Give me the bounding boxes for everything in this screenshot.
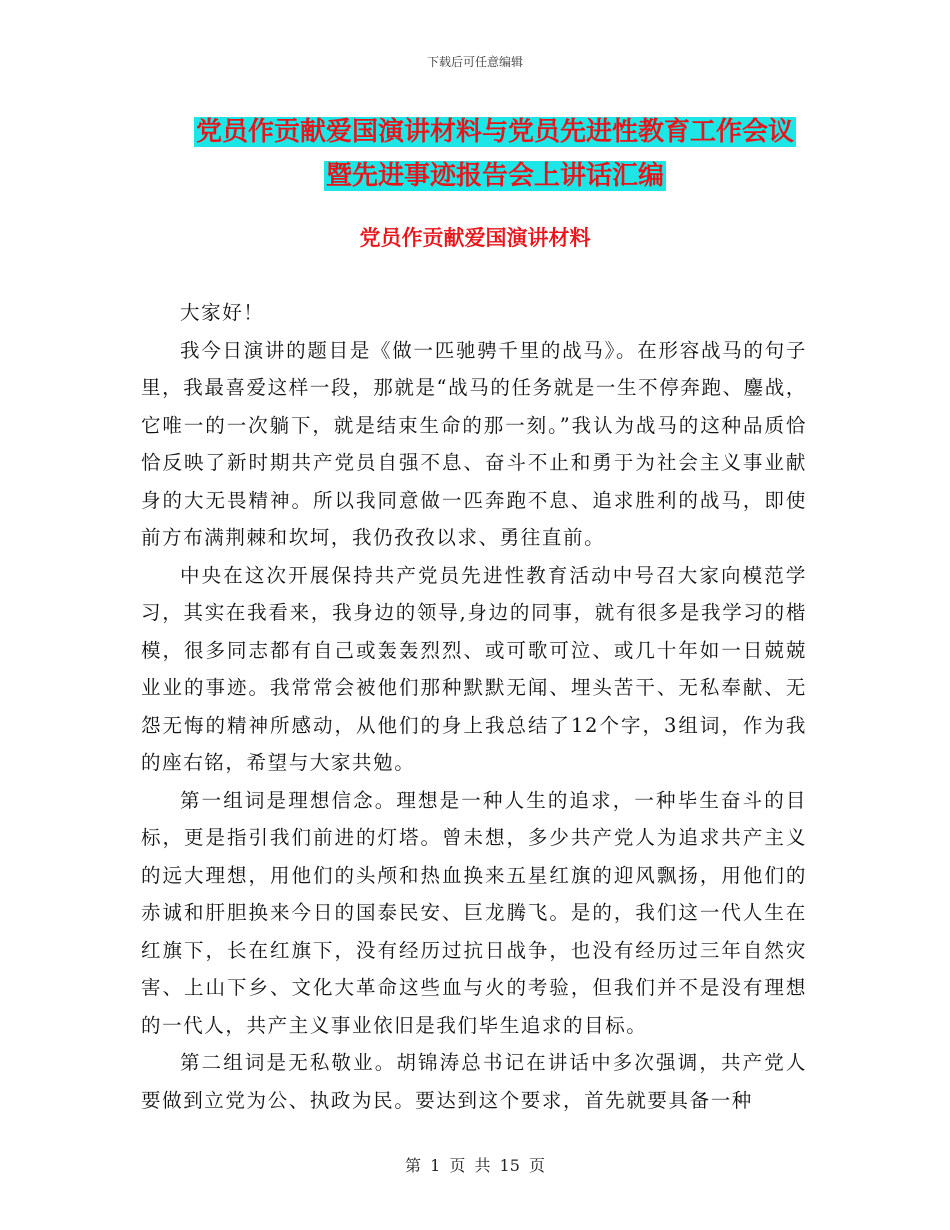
- speech-body: [141, 294, 807, 1119]
- section-title: 党员作贡献爱国演讲材料: [359, 226, 591, 250]
- paragraph: 中央在这次开展保持共产党员先进性教育活动中号召大家向模范学习，其实在我看来，我身边的领导,身边的同事，就有很多是我学习的楷模，很多同志都有自己或轰轰烈烈、或可歌可泣、或几十年如一日兢兢业业的事迹。我常常会被他们那种默默无闻、埋头苦干、无私奉献、无怨无悔的精神所感动，从他们的身上我总结了12个字，3组词，作为我的座右铭，希望与大家共勉。: [141, 563, 807, 774]
- paragraph: 我今日演讲的题目是《做一匹驰骋千里的战马》。在形容战马的句子里，我最喜爱这样一段，那就是“战马的任务就是一生不停奔跑、鏖战，它唯一的一次躺下，就是结束生命的那一刻。”我认为战马的这种品质恰恰反映了新时期共产党员自强不息、奋斗不止和勇于为社会主义事业献身的大无畏精神。所以我同意做一匹奔跑不息、追求胜利的战马，即使前方布满荆棘和坎坷，我仍孜孜以求、勇往直前。: [141, 338, 807, 549]
- document-title: [150, 110, 840, 198]
- document-title-line-1: 党员作贡献爱国演讲材料与党员先进性教育工作会议: [195, 117, 794, 147]
- page-number-footer: 第 1 页 共 15 页: [405, 1156, 545, 1175]
- paragraph-greeting: 大家好！: [180, 301, 265, 324]
- header-note: 下载后可任意编辑: [426, 55, 523, 69]
- paragraph: 第一组词是理想信念。理想是一种人生的追求，一种毕生奋斗的目标，更是指引我们前进的灯塔。曾未想，多少共产党人为追求共产主义的远大理想，用他们的头颅和热血换来五星红旗的迎风飘扬，用他们的赤诚和肝胆换来今日的国泰民安、巨龙腾飞。是的，我们这一代人生在红旗下，长在红旗下，没有经历过抗日战争，也没有经历过三年自然灾害、上山下乡、文化大革命这些血与火的考验，但我们并不是没有理想的一代人，共产主义事业依旧是我们毕生追求的目标。: [141, 788, 807, 1037]
- document-title-line-2: 暨先进事迹报告会上讲话汇编: [325, 161, 664, 191]
- paragraph: 第二组词是无私敬业。胡锦涛总书记在讲话中多次强调，共产党人要做到立党为公、执政为民。要达到这个要求，首先就要具备一种: [141, 1051, 807, 1112]
